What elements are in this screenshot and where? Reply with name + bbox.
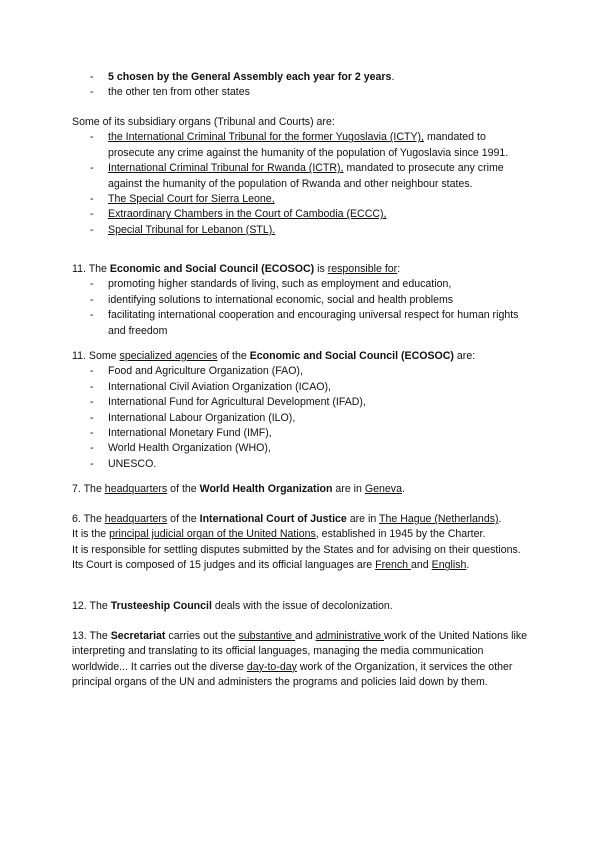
section-number: 6. The <box>72 513 105 525</box>
organ-name: Trusteeship Council <box>110 600 212 612</box>
city: Geneva <box>364 483 402 495</box>
list-item: - promoting higher standards of living, such as employment and education, <box>72 277 532 292</box>
section-number: 11. Some <box>72 350 120 362</box>
organ-name: Economic and Social Council (ECOSOC) <box>109 263 315 275</box>
connector-text: of the <box>167 483 200 495</box>
organ-name: Secretariat <box>110 630 166 642</box>
list-item <box>72 223 532 238</box>
list-item: - identifying solutions to international economic, social and health problems <box>72 293 532 308</box>
ecosoc-responsibilities-section <box>72 262 532 339</box>
trusteeship-text: deals with the issue of decolonization. <box>211 600 393 612</box>
organ-name: Economic and Social Council (ECOSOC) <box>249 350 454 362</box>
list-item <box>72 130 532 161</box>
agencies-heading <box>72 349 532 364</box>
list-item: - UNESCO. <box>72 457 532 472</box>
connector-text: are in <box>332 483 365 495</box>
list-item <box>72 207 532 222</box>
headquarters: headquarters <box>104 483 168 495</box>
secretariat-text: work of the Organization, it services the other principal organs of the UN and administers the programs and policies laid down by them. <box>72 660 513 689</box>
connector-text: is <box>314 263 328 275</box>
specialized-agencies: specialized agencies <box>119 350 218 362</box>
tribunal-description: mandated to prosecute any crime against the humanity of the population of Yugoslavia since 1991. <box>108 131 509 159</box>
substantive: substantive <box>238 630 296 642</box>
tribunal-description: mandated to prosecute any crime against the humanity of the population of Rwanda and other neighbour states. <box>108 162 504 190</box>
period: . <box>498 513 502 525</box>
list-item <box>72 192 532 207</box>
general-assembly-list <box>72 70 532 101</box>
list-item: - facilitating international cooperation and encouraging universal respect for human rights and freedom <box>72 308 532 339</box>
who-paragraph <box>72 482 532 497</box>
list-item <box>72 70 532 85</box>
tribunal-name: Extraordinary Chambers in the Court of Cambodia (ECCC), <box>108 208 387 221</box>
list-item: - World Health Organization (WHO), <box>72 441 532 456</box>
period: . <box>466 559 470 572</box>
list-item: - the other ten from other states <box>72 85 532 100</box>
connector-text: of the <box>217 350 250 362</box>
tribunal-name: The Special Court for Sierra Leone, <box>108 193 275 206</box>
tribunal-name: Special Tribunal for Lebanon (STL). <box>108 223 276 236</box>
icj-paragraph <box>72 512 532 574</box>
connector-text: of the <box>167 513 200 525</box>
connector-text: are: <box>453 350 476 362</box>
icj-section <box>72 512 532 574</box>
connector-text: and <box>295 630 316 642</box>
language-english: English <box>431 559 467 572</box>
who-section <box>72 482 532 497</box>
section-number: 11. The <box>72 263 110 275</box>
icj-text: It is the <box>72 528 110 541</box>
secretariat-text: work of the United Nations like interpreting and translating to its official languages, managing the media communication worldwide... It carries out the diverse <box>72 630 528 673</box>
subsidiary-intro: Some of its subsidiary organs (Tribunal and Courts) are: <box>72 116 335 128</box>
ecosoc-heading <box>72 262 532 277</box>
list-item: - International Civil Aviation Organization (ICAO), <box>72 380 532 395</box>
secretariat-section <box>72 629 532 691</box>
list-item <box>72 161 532 192</box>
section-number: 13. The <box>72 630 111 642</box>
icj-text: , established in 1945 by the Charter. <box>315 528 486 541</box>
icj-text: It is responsible for settling disputes submitted by the States and for advising on their questions. Its Court is composed of 15 judges and its official languages are <box>72 543 521 572</box>
secretariat-paragraph <box>72 629 532 691</box>
colon: : <box>397 263 401 275</box>
language-french: French <box>375 559 412 572</box>
organ-name: World Health Organization <box>199 483 333 495</box>
day-to-day: day-to-day <box>246 660 297 673</box>
tribunal-name: International Criminal Tribunal for Rwanda (ICTR), <box>108 162 344 175</box>
trusteeship-paragraph <box>72 599 532 614</box>
secretariat-text: carries out the <box>165 630 239 642</box>
section-number: 7. The <box>72 483 105 495</box>
list-item: - International Monetary Fund (IMF), <box>72 426 532 441</box>
responsible-for: responsible for <box>327 263 398 275</box>
list-item: - International Fund for Agricultural Development (IFAD), <box>72 395 532 410</box>
section-number: 12. The <box>72 600 111 612</box>
connector-text: are in <box>346 513 379 525</box>
principal-judicial-organ: principal judicial organ of the United Nations <box>109 528 316 541</box>
list-item: - Food and Agriculture Organization (FAO), <box>72 364 532 379</box>
subsidiary-organs-section <box>72 115 532 238</box>
tribunal-name: the International Criminal Tribunal for the former Yugoslavia (ICTY), <box>108 131 424 144</box>
trusteeship-section <box>72 599 532 614</box>
organ-name: International Court of Justice <box>199 513 347 525</box>
list-item-bold: 5 chosen by the General Assembly each year for 2 years <box>108 71 392 83</box>
administrative: administrative <box>315 630 384 642</box>
ecosoc-agencies-section <box>72 349 532 472</box>
list-item: - International Labour Organization (ILO), <box>72 411 532 426</box>
headquarters: headquarters <box>104 513 168 525</box>
list-item-end: . <box>391 71 395 83</box>
period: . <box>401 483 405 495</box>
connector-text: and <box>411 559 432 572</box>
city: The Hague (Netherlands) <box>379 513 499 525</box>
